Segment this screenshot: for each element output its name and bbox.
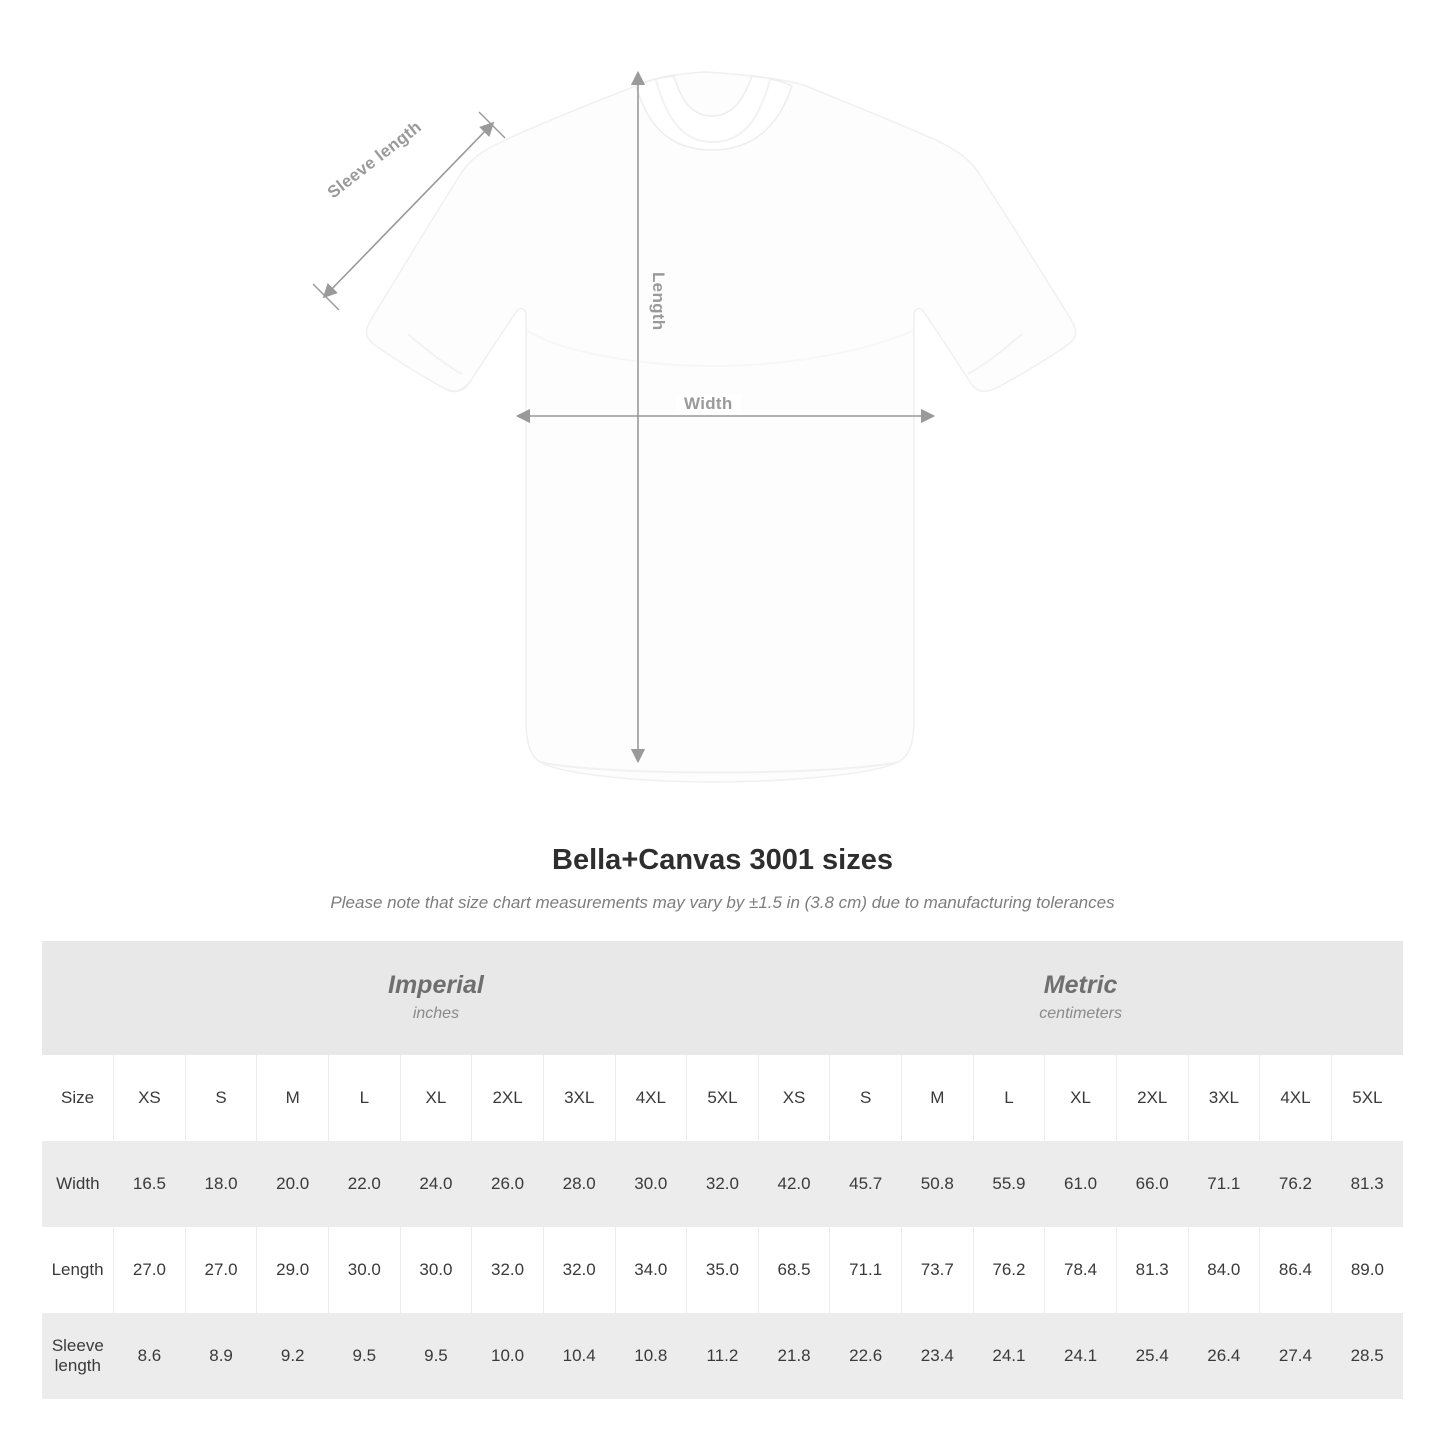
cell-2-17: 28.5 bbox=[1331, 1313, 1403, 1399]
table-row-length bbox=[42, 1227, 1403, 1313]
cell-2-5: 10.0 bbox=[472, 1313, 544, 1399]
size-header-15: 3XL bbox=[1188, 1055, 1260, 1141]
cell-1-15: 84.0 bbox=[1188, 1227, 1260, 1313]
cell-0-16: 76.2 bbox=[1260, 1141, 1332, 1227]
cell-0-14: 66.0 bbox=[1116, 1141, 1188, 1227]
cell-1-0: 27.0 bbox=[114, 1227, 186, 1313]
unit-group-metric-name: Metric bbox=[1043, 970, 1118, 999]
cell-1-12: 76.2 bbox=[973, 1227, 1045, 1313]
cell-0-4: 24.0 bbox=[400, 1141, 472, 1227]
cell-2-10: 22.6 bbox=[830, 1313, 902, 1399]
unit-group-imperial-name: Imperial bbox=[388, 970, 484, 999]
row-label-length: Length bbox=[42, 1227, 114, 1313]
size-header-1: S bbox=[185, 1055, 257, 1141]
size-corner-label: Size bbox=[42, 1055, 114, 1141]
size-header-8: 5XL bbox=[687, 1055, 759, 1141]
length-label: Length bbox=[649, 272, 668, 331]
size-header-2: M bbox=[257, 1055, 329, 1141]
cell-1-9: 68.5 bbox=[758, 1227, 830, 1313]
cell-0-6: 28.0 bbox=[543, 1141, 615, 1227]
cell-2-4: 9.5 bbox=[400, 1313, 472, 1399]
size-header-9: XS bbox=[758, 1055, 830, 1141]
size-header-6: 3XL bbox=[543, 1055, 615, 1141]
cell-0-8: 32.0 bbox=[687, 1141, 759, 1227]
cell-2-12: 24.1 bbox=[973, 1313, 1045, 1399]
cell-0-12: 55.9 bbox=[973, 1141, 1045, 1227]
sleeve-length-label: Sleeve length bbox=[323, 117, 425, 203]
cell-1-13: 78.4 bbox=[1045, 1227, 1117, 1313]
page-title: Bella+Canvas 3001 sizes bbox=[552, 844, 893, 876]
cell-2-7: 10.8 bbox=[615, 1313, 687, 1399]
cell-2-11: 23.4 bbox=[902, 1313, 974, 1399]
unit-group-metric bbox=[758, 941, 1403, 1055]
cell-0-13: 61.0 bbox=[1045, 1141, 1117, 1227]
cell-2-3: 9.5 bbox=[329, 1313, 401, 1399]
cell-2-13: 24.1 bbox=[1045, 1313, 1117, 1399]
size-table-wrapper bbox=[42, 941, 1403, 1399]
size-header-10: S bbox=[830, 1055, 902, 1141]
unit-header-row bbox=[42, 941, 1403, 1055]
cell-2-0: 8.6 bbox=[114, 1313, 186, 1399]
cell-2-6: 10.4 bbox=[543, 1313, 615, 1399]
unit-group-imperial bbox=[114, 941, 759, 1055]
size-header-4: XL bbox=[400, 1055, 472, 1141]
row-label-width: Width bbox=[42, 1141, 114, 1227]
unit-corner-cell bbox=[42, 941, 114, 1055]
size-header-17: 5XL bbox=[1331, 1055, 1403, 1141]
cell-0-10: 45.7 bbox=[830, 1141, 902, 1227]
cell-2-15: 26.4 bbox=[1188, 1313, 1260, 1399]
size-header-16: 4XL bbox=[1260, 1055, 1332, 1141]
cell-0-2: 20.0 bbox=[257, 1141, 329, 1227]
table-row-sleeve-length bbox=[42, 1313, 1403, 1399]
cell-2-9: 21.8 bbox=[758, 1313, 830, 1399]
cell-1-14: 81.3 bbox=[1116, 1227, 1188, 1313]
cell-0-15: 71.1 bbox=[1188, 1141, 1260, 1227]
cell-2-14: 25.4 bbox=[1116, 1313, 1188, 1399]
cell-0-0: 16.5 bbox=[114, 1141, 186, 1227]
size-header-3: L bbox=[329, 1055, 401, 1141]
cell-0-3: 22.0 bbox=[329, 1141, 401, 1227]
size-header-row bbox=[42, 1055, 1403, 1141]
title-block bbox=[0, 844, 1445, 913]
tolerance-note: Please note that size chart measurements may vary by ±1.5 in (3.8 cm) due to manufacturing tolerances bbox=[330, 893, 1115, 912]
cell-1-4: 30.0 bbox=[400, 1227, 472, 1313]
size-header-5: 2XL bbox=[472, 1055, 544, 1141]
cell-2-2: 9.2 bbox=[257, 1313, 329, 1399]
cell-1-10: 71.1 bbox=[830, 1227, 902, 1313]
cell-1-8: 35.0 bbox=[687, 1227, 759, 1313]
unit-group-imperial-sub: inches bbox=[412, 1004, 460, 1022]
cell-2-1: 8.9 bbox=[185, 1313, 257, 1399]
size-header-12: L bbox=[973, 1055, 1045, 1141]
size-header-13: XL bbox=[1045, 1055, 1117, 1141]
cell-0-11: 50.8 bbox=[902, 1141, 974, 1227]
cell-1-3: 30.0 bbox=[329, 1227, 401, 1313]
row-label-sleeve-length: Sleeve length bbox=[42, 1313, 114, 1399]
cell-1-2: 29.0 bbox=[257, 1227, 329, 1313]
cell-0-7: 30.0 bbox=[615, 1141, 687, 1227]
cell-0-5: 26.0 bbox=[472, 1141, 544, 1227]
size-header-7: 4XL bbox=[615, 1055, 687, 1141]
size-header-0: XS bbox=[114, 1055, 186, 1141]
cell-2-8: 11.2 bbox=[687, 1313, 759, 1399]
cell-1-11: 73.7 bbox=[902, 1227, 974, 1313]
size-header-14: 2XL bbox=[1116, 1055, 1188, 1141]
cell-2-16: 27.4 bbox=[1260, 1313, 1332, 1399]
size-header-11: M bbox=[902, 1055, 974, 1141]
cell-1-7: 34.0 bbox=[615, 1227, 687, 1313]
size-table bbox=[42, 941, 1403, 1399]
cell-1-5: 32.0 bbox=[472, 1227, 544, 1313]
cell-1-6: 32.0 bbox=[543, 1227, 615, 1313]
cell-0-1: 18.0 bbox=[185, 1141, 257, 1227]
cell-0-17: 81.3 bbox=[1331, 1141, 1403, 1227]
tshirt-shape bbox=[366, 72, 1075, 782]
unit-group-metric-sub: centimeters bbox=[1039, 1004, 1122, 1022]
cell-1-1: 27.0 bbox=[185, 1227, 257, 1313]
cell-1-16: 86.4 bbox=[1260, 1227, 1332, 1313]
width-label: Width bbox=[676, 394, 741, 414]
cell-0-9: 42.0 bbox=[758, 1141, 830, 1227]
table-row-width bbox=[42, 1141, 1403, 1227]
cell-1-17: 89.0 bbox=[1331, 1227, 1403, 1313]
